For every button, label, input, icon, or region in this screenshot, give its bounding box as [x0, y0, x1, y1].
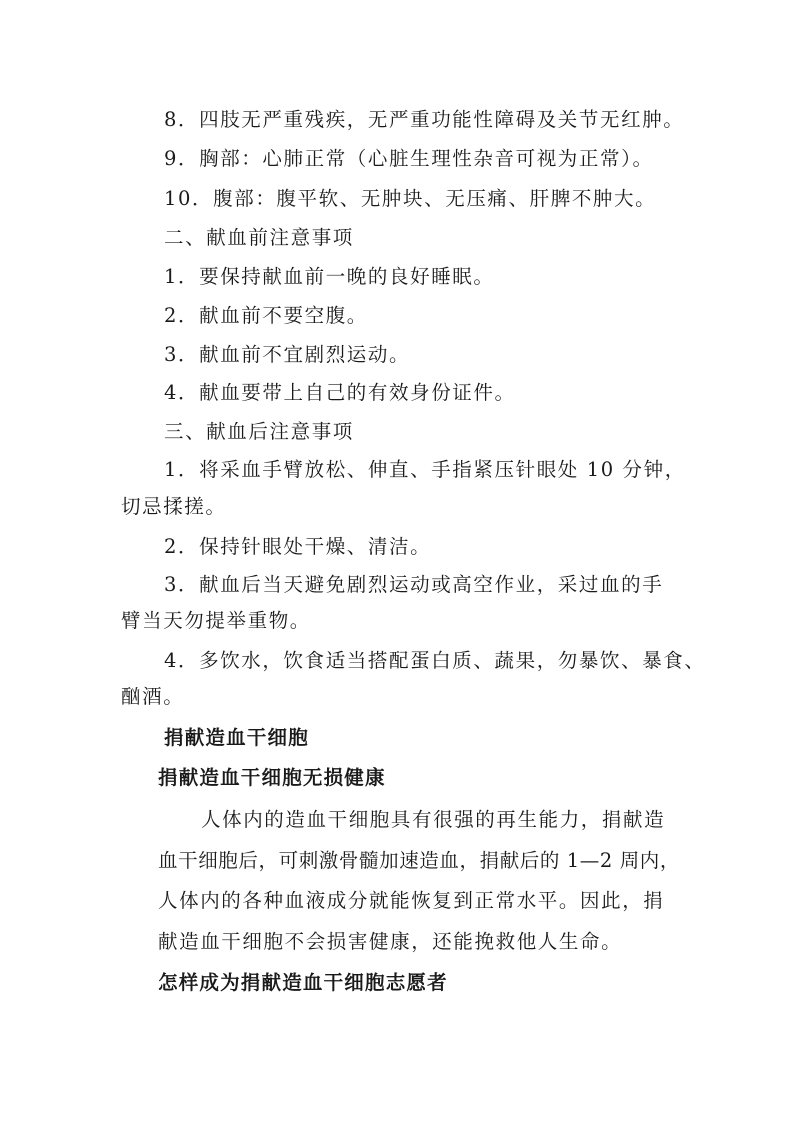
- stem-cell-subtitle-how-to-volunteer: 怎样成为捐献造血干细胞志愿者: [158, 971, 448, 994]
- after-item-1-line-1: 1．将采血手臂放松、伸直、手指紧压针眼处 10 分钟，: [164, 458, 686, 481]
- after-item-2: 2．保持针眼处干燥、清洁。: [164, 535, 432, 558]
- exam-item-8: 8．四肢无严重残疾，无严重功能性障碍及关节无红肿。: [164, 108, 685, 131]
- exam-item-9: 9．胸部：心肺正常（心脏生理性杂音可视为正常）。: [164, 147, 654, 170]
- after-item-4-line-1: 4．多饮水，饮食适当搭配蛋白质、蔬果，勿暴饮、暴食、: [164, 649, 706, 672]
- before-donation-heading: 二、献血前注意事项: [164, 226, 354, 249]
- after-item-1-line-2: 切忌揉搓。: [121, 495, 227, 518]
- stem-cell-subtitle-no-harm: 捐献造血干细胞无损健康: [158, 766, 386, 789]
- before-item-3: 3．献血前不宜剧烈运动。: [164, 343, 411, 366]
- stem-cell-paragraph-line-1: 人体内的造血干细胞具有很强的再生能力，捐献造: [201, 808, 666, 831]
- before-item-1: 1．要保持献血前一晚的良好睡眠。: [164, 265, 495, 288]
- after-item-4-line-2: 酗酒。: [121, 685, 185, 708]
- stem-cell-paragraph-line-3: 人体内的各种血液成分就能恢复到正常水平。因此，捐: [158, 889, 665, 912]
- stem-cell-title: 捐献造血干细胞: [164, 726, 309, 749]
- after-item-3-line-2: 臂当天勿提举重物。: [121, 609, 311, 632]
- before-item-4: 4．献血要带上自己的有效身份证件。: [164, 381, 516, 404]
- exam-item-10: 10．腹部：腹平软、无肿块、无压痛、肝脾不肿大。: [164, 187, 657, 210]
- before-item-2: 2．献血前不要空腹。: [164, 304, 368, 327]
- stem-cell-paragraph-line-2: 血干细胞后，可刺激骨髓加速造血，捐献后的 1—2 周内，: [158, 849, 681, 872]
- stem-cell-paragraph-line-4: 献造血干细胞不会损害健康，还能挽救他人生命。: [158, 930, 623, 953]
- after-donation-heading: 三、献血后注意事项: [164, 420, 354, 443]
- after-item-3-line-1: 3．献血后当天避免剧烈运动或高空作业，采过血的手: [164, 573, 664, 596]
